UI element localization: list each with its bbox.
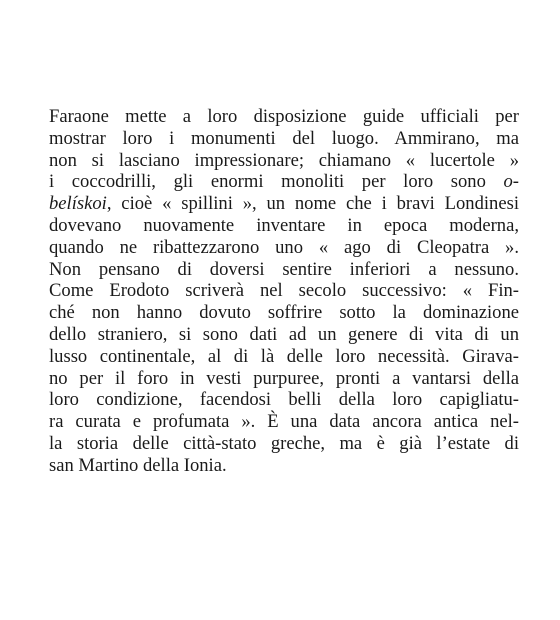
text-segment: no per il foro in vesti purpuree, pronti a vantarsi della (49, 367, 519, 389)
text-line (49, 128, 519, 150)
text-line (49, 433, 519, 455)
text-segment: san Martino della Ionia. (49, 454, 227, 476)
text-line (49, 171, 519, 193)
text-line (49, 215, 519, 237)
text-line (49, 150, 519, 172)
text-segment: non si lasciano impressionare; chiamano « lucertole » (49, 149, 519, 171)
text-line (49, 106, 519, 128)
text-line (49, 324, 519, 346)
text-line (49, 259, 519, 281)
text-line (49, 411, 519, 433)
text-line (49, 368, 519, 390)
body-paragraph (49, 106, 519, 477)
text-segment: la storia delle città-stato greche, ma è già l’estate di (49, 432, 519, 454)
text-segment: ché non hanno dovuto soffrire sotto la dominazione (49, 302, 519, 324)
text-segment: , cioè « spillini », un nome che i bravi Londinesi (106, 193, 519, 215)
italic-text: belískoi (49, 193, 107, 215)
italic-text: o- (503, 171, 519, 193)
text-segment: ra curata e profumata ». È una data ancora antica nel- (49, 411, 519, 433)
text-line (49, 280, 519, 302)
text-segment: Come Erodoto scriverà nel secolo successivo: « Fin- (49, 280, 519, 302)
text-segment: loro condizione, facendosi belli della loro capigliatu- (49, 389, 519, 411)
text-segment: dello straniero, si sono dati ad un genere di vita di un (49, 323, 519, 345)
text-segment: lusso continentale, al di là delle loro necessità. Girava- (49, 345, 519, 367)
text-line (49, 389, 519, 411)
text-segment: Faraone mette a loro disposizione guide ufficiali per (49, 106, 519, 127)
text-line (49, 346, 519, 368)
text-segment: i coccodrilli, gli enormi monoliti per loro sono (49, 171, 504, 193)
text-line (49, 302, 519, 324)
text-segment: Non pensano di doversi sentire inferiori a nessuno. (49, 258, 519, 280)
text-line (49, 193, 519, 215)
text-segment: quando ne ribattezzarono uno « ago di Cleopatra ». (49, 236, 519, 258)
text-segment: dovevano nuovamente inventare in epoca moderna, (49, 214, 519, 236)
text-line (49, 237, 519, 259)
text-line (49, 455, 519, 477)
text-segment: mostrar loro i monumenti del luogo. Ammirano, ma (49, 127, 519, 149)
